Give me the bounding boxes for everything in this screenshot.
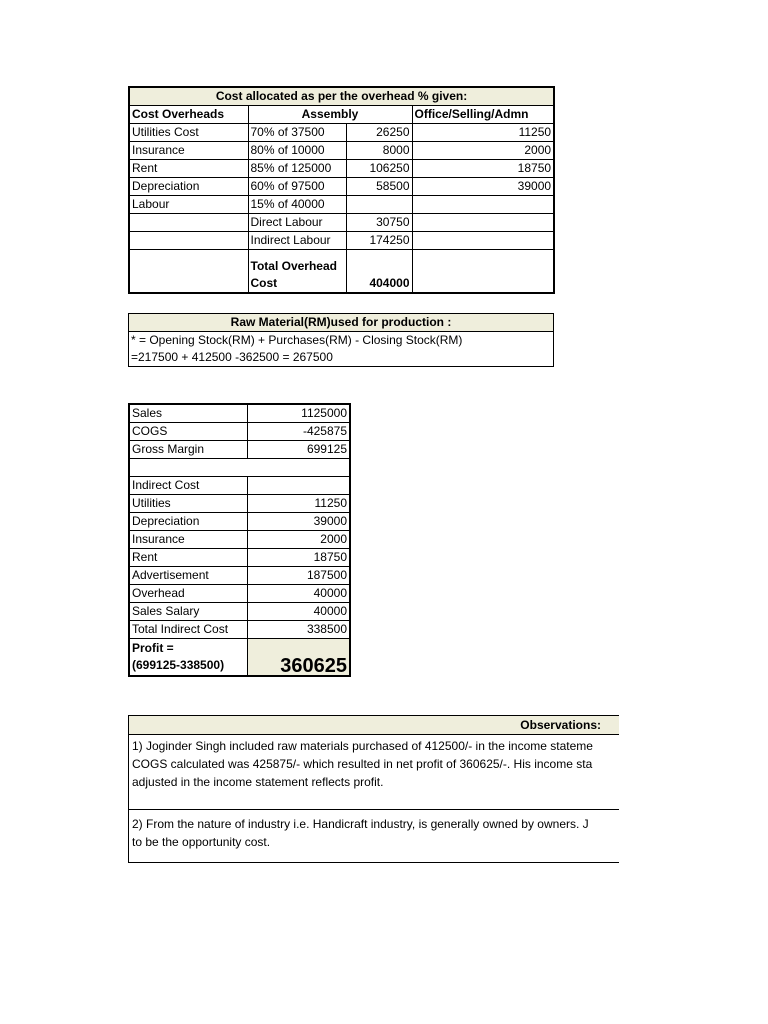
row-basis: 80% of 10000 xyxy=(248,142,346,160)
row-value: 187500 xyxy=(247,567,350,585)
row-label: Sales xyxy=(129,404,247,423)
total-label-line1: Total Overhead xyxy=(250,259,337,273)
empty-cell xyxy=(412,250,554,294)
row-assembly: 106250 xyxy=(346,160,412,178)
observations-box xyxy=(128,715,619,863)
row-assembly: 174250 xyxy=(346,232,412,250)
row-item xyxy=(129,214,248,232)
empty-cell xyxy=(247,477,350,495)
profit-label xyxy=(129,639,247,677)
row-assembly: 26250 xyxy=(346,124,412,142)
row-office: 39000 xyxy=(412,178,554,196)
overhead-allocation-table xyxy=(128,86,555,294)
total-indirect-row xyxy=(129,621,350,639)
table-row xyxy=(129,232,554,250)
row-item: Depreciation xyxy=(129,178,248,196)
row-value: -425875 xyxy=(247,423,350,441)
table-row xyxy=(129,196,554,214)
table-row xyxy=(129,214,554,232)
total-indirect-value: 338500 xyxy=(247,621,350,639)
row-item: Labour xyxy=(129,196,248,214)
row-assembly xyxy=(346,196,412,214)
row-item: Insurance xyxy=(129,142,248,160)
raw-material-formula: * = Opening Stock(RM) + Purchases(RM) - Closing Stock(RM) xyxy=(129,332,554,350)
table-row xyxy=(129,567,350,585)
raw-material-table xyxy=(128,313,554,367)
row-assembly: 30750 xyxy=(346,214,412,232)
table-row xyxy=(129,495,350,513)
header-cost-overheads: Cost Overheads xyxy=(129,106,248,124)
row-basis: 85% of 125000 xyxy=(248,160,346,178)
profit-label-line1: Profit = xyxy=(132,641,174,655)
row-office: 18750 xyxy=(412,160,554,178)
header-assembly: Assembly xyxy=(248,106,412,124)
observation-paragraph-1 xyxy=(129,735,619,810)
row-office xyxy=(412,232,554,250)
observation-line: adjusted in the income statement reflects profit. xyxy=(132,775,384,789)
row-label: Overhead xyxy=(129,585,247,603)
row-value: 40000 xyxy=(247,603,350,621)
profit-value: 360625 xyxy=(247,639,350,677)
table-row xyxy=(129,585,350,603)
row-value: 2000 xyxy=(247,531,350,549)
row-assembly: 8000 xyxy=(346,142,412,160)
table-row xyxy=(129,441,350,459)
total-label-line2: Cost xyxy=(250,276,278,290)
raw-material-title: Raw Material(RM)used for production : xyxy=(129,314,554,332)
row-label: Rent xyxy=(129,549,247,567)
row-value: 18750 xyxy=(247,549,350,567)
table-row xyxy=(129,404,350,423)
empty-cell xyxy=(129,250,248,294)
row-item: Rent xyxy=(129,160,248,178)
table-row xyxy=(129,124,554,142)
table-row xyxy=(129,423,350,441)
row-assembly: 58500 xyxy=(346,178,412,196)
raw-material-calc: =217500 + 412500 -362500 = 267500 xyxy=(129,349,554,367)
profit-row xyxy=(129,639,350,677)
observation-paragraph-2 xyxy=(129,810,619,853)
spacer-cell xyxy=(129,459,350,477)
table-row xyxy=(129,603,350,621)
overhead-table-title: Cost allocated as per the overhead % given: xyxy=(129,87,554,106)
row-basis: Indirect Labour xyxy=(248,232,346,250)
indirect-cost-header: Indirect Cost xyxy=(129,477,247,495)
row-label: Gross Margin xyxy=(129,441,247,459)
row-item xyxy=(129,232,248,250)
row-label: Insurance xyxy=(129,531,247,549)
header-office: Office/Selling/Admn xyxy=(412,106,554,124)
row-basis: 60% of 97500 xyxy=(248,178,346,196)
row-basis: 70% of 37500 xyxy=(248,124,346,142)
row-label: Utilities xyxy=(129,495,247,513)
row-basis: Direct Labour xyxy=(248,214,346,232)
indirect-cost-header-row xyxy=(129,477,350,495)
profit-label-line2: (699125-338500) xyxy=(132,658,225,672)
row-office: 2000 xyxy=(412,142,554,160)
row-value: 39000 xyxy=(247,513,350,531)
row-label: Advertisement xyxy=(129,567,247,585)
total-overhead-value: 404000 xyxy=(346,250,412,294)
row-item: Utilities Cost xyxy=(129,124,248,142)
row-value: 11250 xyxy=(247,495,350,513)
observations-title: Observations: xyxy=(129,716,619,735)
row-label: Depreciation xyxy=(129,513,247,531)
row-office xyxy=(412,214,554,232)
row-value: 40000 xyxy=(247,585,350,603)
total-indirect-label: Total Indirect Cost xyxy=(129,621,247,639)
row-label: COGS xyxy=(129,423,247,441)
table-row xyxy=(129,142,554,160)
row-office xyxy=(412,196,554,214)
table-row xyxy=(129,531,350,549)
table-row xyxy=(129,549,350,567)
observation-line: 1) Joginder Singh included raw materials purchased of 412500/- in the income stateme xyxy=(132,739,593,753)
row-value: 1125000 xyxy=(247,404,350,423)
total-overhead-row xyxy=(129,250,554,294)
observation-line: 2) From the nature of industry i.e. Handicraft industry, is generally owned by owners. J xyxy=(132,817,589,831)
spacer-row xyxy=(129,459,350,477)
income-statement-table xyxy=(128,403,351,677)
total-overhead-label xyxy=(248,250,346,294)
row-label: Sales Salary xyxy=(129,603,247,621)
row-basis: 15% of 40000 xyxy=(248,196,346,214)
observation-line: COGS calculated was 425875/- which resulted in net profit of 360625/-. His income sta xyxy=(132,757,593,771)
table-row xyxy=(129,513,350,531)
observation-line: to be the opportunity cost. xyxy=(132,835,271,849)
table-row xyxy=(129,160,554,178)
row-value: 699125 xyxy=(247,441,350,459)
table-row xyxy=(129,178,554,196)
row-office: 11250 xyxy=(412,124,554,142)
